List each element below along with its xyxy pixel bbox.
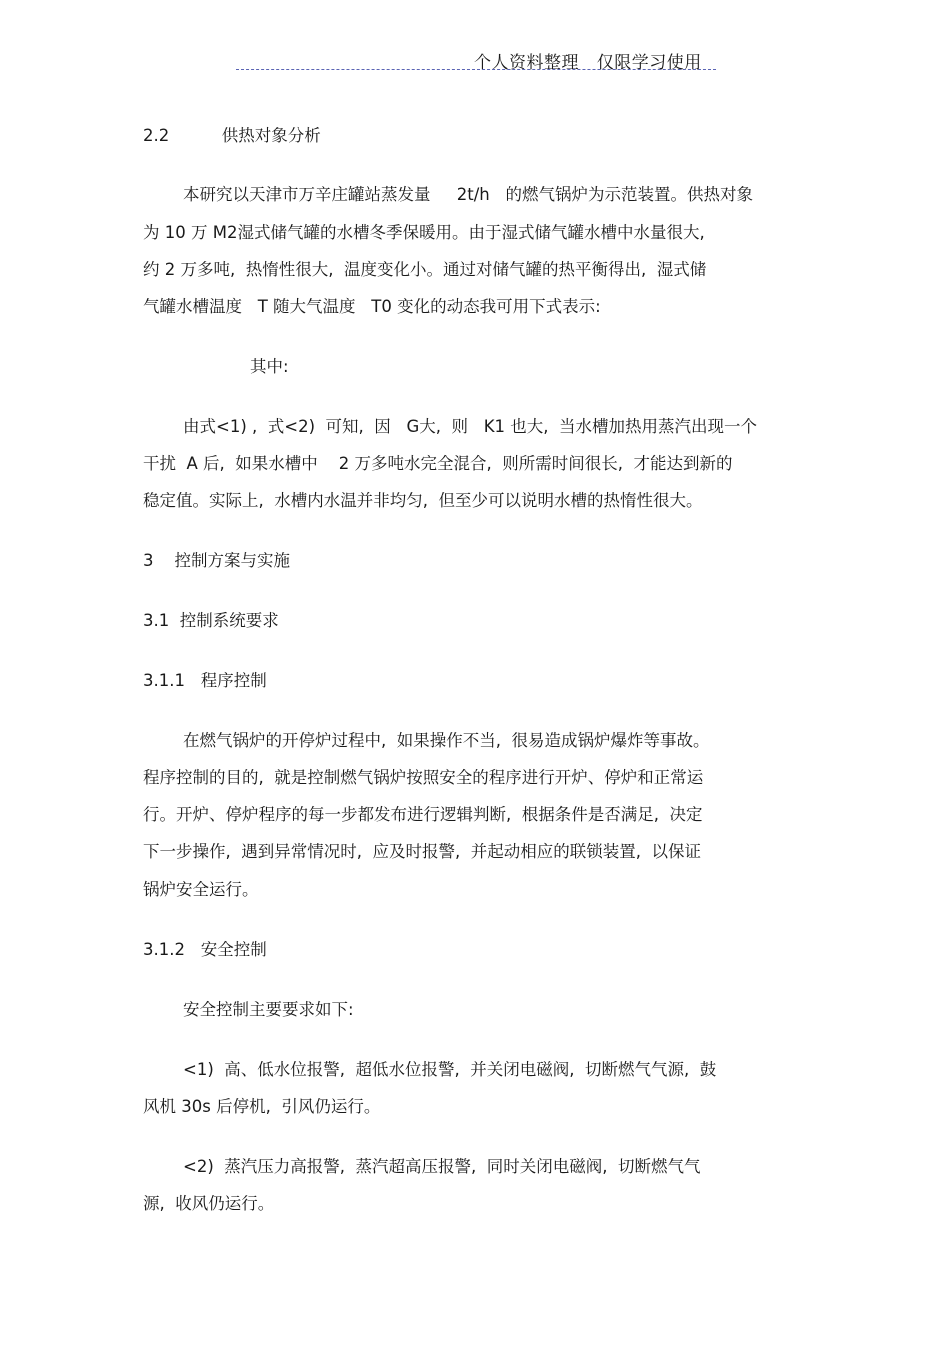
list-item-1-line: <1) 高、低水位报警, 超低水位报警, 并关闭电磁阀, 切断燃气气源, 鼓 [183,1060,717,1079]
section-heading-2-2: 2.2 供热对象分析 [143,126,321,145]
paragraph-line: 稳定值。实际上, 水槽内水温并非均匀, 但至少可以说明水槽的热惰性很大。 [143,491,703,510]
paragraph-line: 安全控制主要要求如下: [183,1000,354,1019]
list-item-1-line: 风机 30s 后停机, 引风仍运行。 [143,1097,381,1116]
section-heading-3-1-1: 3.1.1 程序控制 [143,671,267,690]
paragraph-line: 干扰 A 后, 如果水槽中 2 万多吨水完全混合, 则所需时间很长, 才能达到新的 [143,454,733,473]
paragraph-line: 本研究以天津市万辛庄罐站蒸发量 2t/h 的燃气锅炉为示范装置。供热对象 [183,185,753,204]
section-heading-3-1-2: 3.1.2 安全控制 [143,940,267,959]
section-heading-3-1: 3.1 控制系统要求 [143,611,279,630]
section-heading-3: 3 控制方案与实施 [143,551,290,570]
paragraph-line: 在燃气锅炉的开停炉过程中, 如果操作不当, 很易造成锅炉爆炸等事故。 [183,731,710,750]
list-item-2-line: 源, 收风仍运行。 [143,1194,275,1213]
paragraph-line: 其中: [250,357,289,376]
paragraph-line: 程序控制的目的, 就是控制燃气锅炉按照安全的程序进行开炉、停炉和正常运 [143,768,704,787]
paragraph-line: 下一步操作, 遇到异常情况时, 应及时报警, 并起动相应的联锁装置, 以保证 [143,842,701,861]
paragraph-line: 约 2 万多吨, 热惰性很大, 温度变化小。通过对储气罐的热平衡得出, 湿式储 [143,260,707,279]
paragraph-line: 行。开炉、停炉程序的每一步都发布进行逻辑判断, 根据条件是否满足, 决定 [143,805,703,824]
paragraph-line: 锅炉安全运行。 [143,880,259,899]
paragraph-line: 由式<1) , 式<2) 可知, 因 G大, 则 K1 也大, 当水槽加热用蒸汽出现一个 [183,417,758,436]
paragraph-line: 为 10 万 M2湿式储气罐的水槽冬季保暖用。由于湿式储气罐水槽中水量很大, [143,223,705,242]
paragraph-line: 气罐水槽温度 T 随大气温度 T0 变化的动态我可用下式表示: [143,297,601,316]
header-title: 个人资料整理 仅限学习使用 [474,53,702,73]
header-dashed-rule [236,69,716,70]
list-item-2-line: <2) 蒸汽压力高报警, 蒸汽超高压报警, 同时关闭电磁阀, 切断燃气气 [183,1157,701,1176]
